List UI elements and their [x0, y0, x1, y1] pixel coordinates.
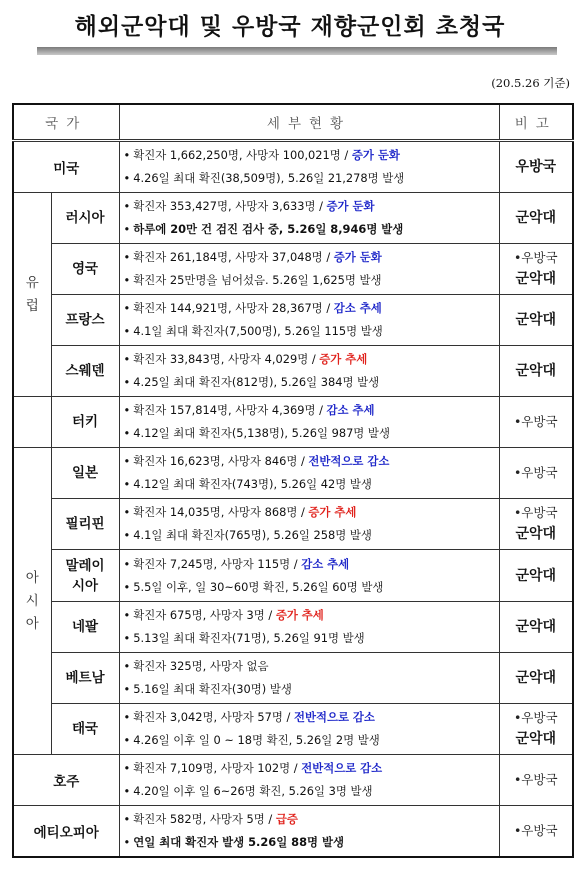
detail-line-2	[124, 831, 497, 854]
region-europe: 유 럽	[13, 193, 51, 397]
trend-status: 증가 둔화	[326, 199, 375, 213]
bullet-icon: •	[123, 761, 131, 775]
note-cell	[499, 193, 573, 244]
country-name: 말레이 시아	[51, 550, 119, 602]
detail-line-1	[124, 553, 497, 576]
note-cell	[499, 755, 573, 806]
separator: /	[264, 812, 276, 826]
note-cell	[499, 602, 573, 653]
detail-line-2	[124, 729, 497, 752]
country-name: 네팔	[51, 602, 119, 653]
table-header-row	[13, 104, 573, 141]
note-type: 군악대	[515, 271, 557, 287]
country-name: 태국	[51, 704, 119, 755]
country-name: 미국	[13, 141, 119, 193]
bullet-icon: •	[123, 148, 131, 162]
country-name: 호주	[13, 755, 119, 806]
detail-line-2	[124, 627, 497, 650]
peak-daily-text: 4.25일 최대 확진자(812명), 5.26일 384명 발생	[133, 375, 380, 389]
note-cell	[499, 295, 573, 346]
separator: /	[322, 250, 334, 264]
note-cell	[499, 397, 573, 448]
trend-status: 증가 추세	[275, 608, 324, 622]
bullet-icon: •	[123, 250, 131, 264]
note-cell	[499, 653, 573, 704]
detail-line-2	[124, 473, 497, 496]
note-type: 군악대	[515, 210, 557, 226]
cases-deaths-text: 확진자 16,623명, 사망자 846명	[133, 454, 298, 468]
bullet-icon: •	[123, 682, 131, 696]
table-row	[13, 755, 573, 806]
detail-cell	[119, 704, 499, 755]
bullet-icon: •	[123, 812, 131, 826]
note-ally: •우방국	[513, 414, 558, 429]
separator: /	[315, 403, 327, 417]
table-row	[13, 602, 573, 653]
cases-deaths-text: 확진자 1,662,250명, 사망자 100,021명	[133, 148, 341, 162]
detail-line-1	[124, 450, 497, 473]
detail-cell	[119, 755, 499, 806]
detail-line-1	[124, 297, 497, 320]
bullet-icon: •	[123, 556, 131, 571]
country-name: 스웨덴	[51, 346, 119, 397]
trend-status: 전반적으로 감소	[308, 454, 390, 468]
peak-daily-text: 확진자 25만명을 넘어섰음. 5.26일 1,625명 발생	[133, 273, 382, 287]
peak-daily-text: 하루에 20만 건 검진 검사 중, 5.26일 8,946명 발생	[133, 222, 404, 236]
detail-cell	[119, 602, 499, 653]
note-ally: •우방국	[513, 710, 558, 725]
note-cell	[499, 806, 573, 858]
bullet-icon: •	[123, 477, 131, 491]
detail-line-2	[124, 269, 497, 292]
table-row	[13, 397, 573, 448]
detail-cell	[119, 295, 499, 346]
country-name: 베트남	[51, 653, 119, 704]
region-asia: 아 시 아	[13, 448, 51, 755]
detail-cell	[119, 653, 499, 704]
detail-cell	[119, 141, 499, 193]
peak-daily-text: 5.13일 최대 확진자(71명), 5.26일 91명 발생	[133, 631, 365, 645]
peak-daily-text: 4.26일 이후 일 0 ~ 18명 확진, 5.26일 2명 발생	[133, 733, 380, 747]
separator: /	[322, 301, 334, 315]
cases-deaths-text: 확진자 7,245명, 사망자 115명	[133, 556, 291, 571]
table-row	[13, 346, 573, 397]
reference-date: (20.5.26 기준)	[491, 76, 570, 90]
detail-line-1	[124, 144, 497, 167]
note-ally: •우방국	[513, 772, 558, 787]
table-row	[13, 244, 573, 295]
note-cell	[499, 499, 573, 550]
bullet-icon: •	[123, 273, 131, 287]
detail-line-1	[124, 655, 497, 678]
detail-line-2	[124, 678, 497, 701]
detail-line-1	[124, 604, 497, 627]
trend-status: 급증	[275, 812, 298, 826]
table-row	[13, 295, 573, 346]
note-type: 군악대	[515, 526, 557, 542]
peak-daily-text: 4.12일 최대 확진자(5,138명), 5.26일 987명 발생	[133, 426, 390, 440]
note-cell	[499, 704, 573, 755]
peak-daily-text: 5.16일 최대 확진자(30명) 발생	[133, 682, 292, 696]
peak-daily-text: 4.1일 최대 확진자(765명), 5.26일 258명 발생	[133, 528, 372, 542]
note-cell	[499, 141, 573, 193]
detail-line-2	[124, 371, 497, 394]
header-note: 비고	[499, 104, 573, 141]
separator: /	[308, 352, 320, 366]
bullet-icon: •	[123, 199, 131, 213]
title-underline-bar	[37, 47, 557, 55]
separator: /	[264, 608, 276, 622]
cases-deaths-text: 확진자 675명, 사망자 3명	[133, 608, 265, 622]
separator: /	[340, 148, 352, 162]
bullet-icon: •	[123, 659, 131, 673]
bullet-icon: •	[123, 528, 131, 542]
region-empty	[13, 397, 51, 448]
detail-cell	[119, 244, 499, 295]
detail-line-2	[124, 780, 497, 803]
bullet-icon: •	[123, 835, 131, 849]
cases-deaths-text: 확진자 325명, 사망자 없음	[133, 659, 269, 673]
detail-line-1	[124, 757, 497, 780]
detail-cell	[119, 806, 499, 858]
cases-deaths-text: 확진자 144,921명, 사망자 28,367명	[133, 301, 323, 315]
page-title: 해외군악대 및 우방국 재향군인회 초청국	[74, 14, 506, 40]
detail-cell	[119, 499, 499, 550]
detail-line-2	[124, 320, 497, 343]
cases-deaths-text: 확진자 261,184명, 사망자 37,048명	[133, 250, 323, 264]
note-type: 군악대	[515, 619, 557, 635]
note-ally: •우방국	[513, 250, 558, 265]
detail-line-1	[124, 808, 497, 831]
detail-line-2	[124, 576, 497, 599]
separator: /	[282, 710, 294, 724]
peak-daily-text: 4.1일 최대 확진자(7,500명), 5.26일 115명 발생	[133, 324, 383, 338]
cases-deaths-text: 확진자 3,042명, 사망자 57명	[133, 710, 283, 724]
detail-line-1	[124, 399, 497, 422]
detail-cell	[119, 193, 499, 244]
peak-daily-text: 4.12일 최대 확진자(743명), 5.26일 42명 발생	[133, 477, 372, 491]
cases-deaths-text: 확진자 14,035명, 사망자 868명	[133, 505, 298, 519]
detail-line-2	[124, 524, 497, 547]
table-row	[13, 704, 573, 755]
detail-cell	[119, 550, 499, 602]
cases-deaths-text: 확진자 353,427명, 사망자 3,633명	[133, 199, 316, 213]
detail-cell	[119, 346, 499, 397]
cases-deaths-text: 확진자 157,814명, 사망자 4,369명	[133, 403, 316, 417]
note-type: 군악대	[515, 731, 557, 747]
table-row	[13, 193, 573, 244]
bullet-icon: •	[123, 222, 131, 236]
bullet-icon: •	[123, 733, 131, 747]
bullet-icon: •	[123, 426, 131, 440]
country-name: 프랑스	[51, 295, 119, 346]
table-row	[13, 141, 573, 193]
country-name: 필리핀	[51, 499, 119, 550]
bullet-icon: •	[123, 710, 131, 724]
trend-status: 감소 추세	[301, 556, 350, 571]
note-cell	[499, 550, 573, 602]
detail-line-1	[124, 501, 497, 524]
table-body	[13, 141, 573, 858]
table-row	[13, 499, 573, 550]
table-row	[13, 653, 573, 704]
note-cell	[499, 244, 573, 295]
trend-status: 전반적으로 감소	[293, 710, 375, 724]
trend-status: 감소 추세	[326, 403, 375, 417]
separator: /	[315, 199, 327, 213]
bullet-icon: •	[123, 352, 131, 366]
bullet-icon: •	[123, 403, 131, 417]
bullet-icon: •	[123, 608, 131, 622]
note-type: 군악대	[515, 670, 557, 686]
table-row	[13, 448, 573, 499]
note-ally: •우방국	[513, 465, 558, 480]
note-cell	[499, 346, 573, 397]
country-name: 터키	[51, 397, 119, 448]
cases-deaths-text: 확진자 33,843명, 사망자 4,029명	[133, 352, 309, 366]
bullet-icon: •	[123, 784, 131, 798]
bullet-icon: •	[123, 505, 131, 519]
bullet-icon: •	[123, 454, 131, 468]
header-detail: 세부현황	[119, 104, 499, 141]
country-name: 영국	[51, 244, 119, 295]
separator: /	[297, 454, 309, 468]
note-type: 군악대	[515, 567, 557, 584]
trend-status: 증가 둔화	[351, 148, 400, 162]
cases-deaths-text: 확진자 7,109명, 사망자 102명	[133, 761, 291, 775]
detail-line-1	[124, 195, 497, 218]
note-type: 군악대	[515, 312, 557, 328]
status-table	[12, 103, 574, 858]
country-name: 에티오피아	[13, 806, 119, 858]
peak-daily-text: 연일 최대 확진자 발생 5.26일 88명 발생	[133, 835, 345, 849]
detail-line-1	[124, 706, 497, 729]
peak-daily-text: 4.26일 최대 확진(38,509명), 5.26일 21,278명 발생	[133, 171, 405, 185]
country-name: 일본	[51, 448, 119, 499]
trend-status: 감소 추세	[333, 301, 382, 315]
header-country: 국가	[13, 104, 119, 141]
detail-line-2	[124, 167, 497, 190]
detail-line-1	[124, 348, 497, 371]
detail-line-2	[124, 422, 497, 445]
trend-status: 증가 추세	[319, 352, 368, 366]
trend-status: 증가 추세	[308, 505, 357, 519]
note-type: 군악대	[515, 363, 557, 379]
cases-deaths-text: 확진자 582명, 사망자 5명	[133, 812, 265, 826]
note-ally: •우방국	[513, 823, 558, 838]
bullet-icon: •	[123, 375, 131, 389]
country-name: 러시아	[51, 193, 119, 244]
bullet-icon: •	[123, 301, 131, 315]
separator: /	[290, 556, 302, 571]
trend-status: 증가 둔화	[333, 250, 382, 264]
trend-status: 전반적으로 감소	[301, 761, 383, 775]
bullet-icon: •	[123, 324, 131, 338]
detail-cell	[119, 397, 499, 448]
bullet-icon: •	[123, 579, 131, 594]
separator: /	[290, 761, 302, 775]
bullet-icon: •	[123, 631, 131, 645]
note-type: 우방국	[515, 159, 557, 175]
note-ally: •우방국	[513, 505, 558, 520]
separator: /	[297, 505, 309, 519]
bullet-icon: •	[123, 171, 131, 185]
table-row	[13, 550, 573, 602]
detail-line-1	[124, 246, 497, 269]
note-cell	[499, 448, 573, 499]
table-row	[13, 806, 573, 858]
detail-cell	[119, 448, 499, 499]
peak-daily-text: 4.20일 이후 일 6~26명 확진, 5.26일 3명 발생	[133, 784, 373, 798]
peak-daily-text: 5.5일 이후, 일 30~60명 확진, 5.26일 60명 발생	[133, 579, 384, 594]
detail-line-2	[124, 218, 497, 241]
